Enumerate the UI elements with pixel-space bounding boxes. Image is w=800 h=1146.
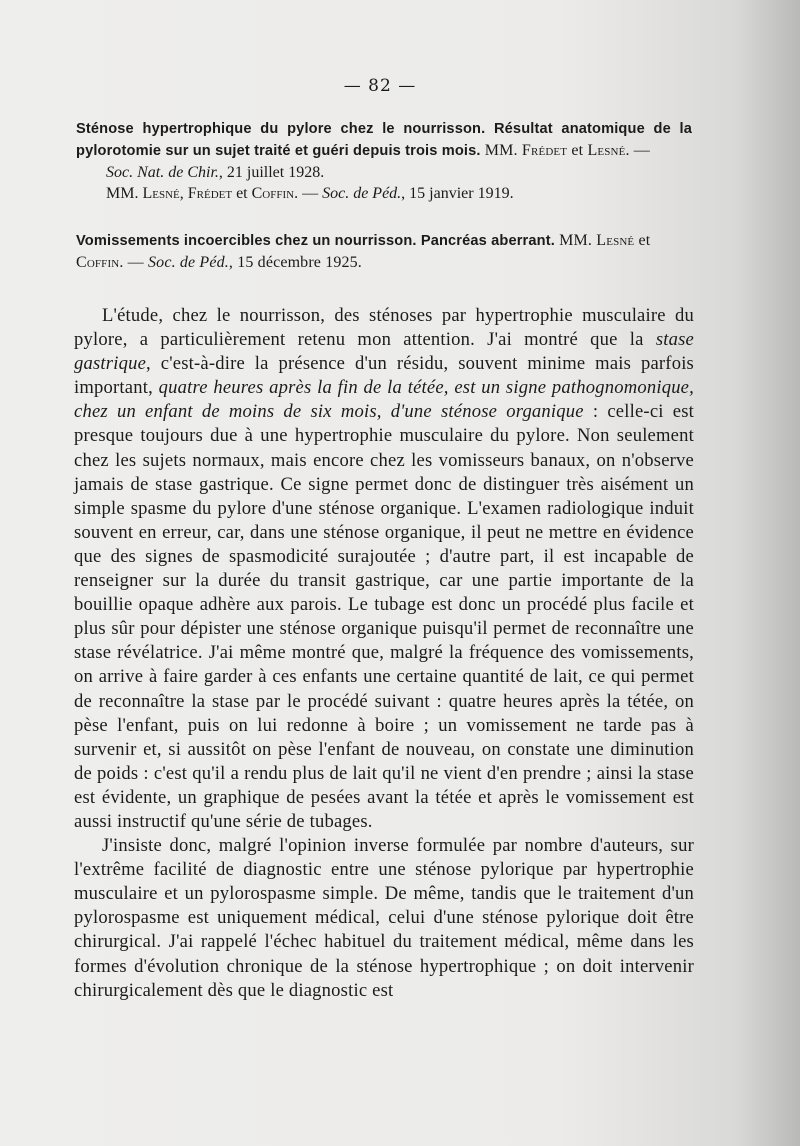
reference-1-author-1: Frédet: [521, 142, 568, 159]
page-number: — 82 —: [343, 76, 417, 96]
reference-1-source-line: [76, 162, 692, 183]
reference-1-dash: . —: [625, 142, 650, 159]
reference-2-dash: . —: [119, 254, 144, 271]
reference-1-journal: Soc. Nat. de Chir.: [106, 164, 219, 181]
paragraph-1-italic-sign: quatre heures après la fin de la tétée, est un signe pathognomonique, chez un enfant de moins de six mois, d'une sténose organique: [74, 377, 694, 423]
reference-2-author-1: Lesné: [596, 232, 635, 249]
paragraph-1: [74, 304, 694, 834]
reference-1: [76, 118, 692, 204]
reference-2: [76, 230, 692, 274]
reference-1-authors-prefix: MM.: [484, 142, 518, 159]
paragraph-1-italic-stase: stase gastrique: [74, 329, 694, 375]
references-block: [76, 118, 692, 300]
paragraph-1-part-b: , c'est-à-dire la présence d'un résidu, souvent minime mais parfois important,: [74, 353, 694, 399]
reference-2-authors-prefix: MM.: [559, 232, 593, 249]
reference-1b-author-1: Lesné: [142, 185, 180, 202]
body-text: [74, 304, 694, 1003]
paragraph-1-part-a: L'étude, chez le nourrisson, des sténoses par hypertrophie musculaire du pylore, a particulièrement retenu mon attention. J'ai montré que la: [74, 305, 694, 351]
reference-1b-date: , 15 janvier 1919.: [401, 185, 514, 202]
reference-1b-author-2: Frédet: [187, 185, 233, 202]
reference-1-title-line: [76, 118, 692, 162]
reference-1-second-citation: [76, 183, 692, 204]
reference-1-author-2: Lesné: [587, 142, 626, 159]
paragraph-1-part-c: : celle-ci est presque toujours due à une hypertrophie musculaire du pylore. Non seulement chez les sujets normaux, mais encore chez les vomisseurs banaux, on n'observe jamais de stase gastrique. Ce signe permet donc de distinguer très aisément un simple spasme du pylore d'une sténose organique. L'examen radiologique induit souvent en erreur, car, dans une sténose organique, il peut ne mettre en évidence que des signes de spasmodicité surajoutée ; d'autre part, il est incapable de renseigner sur la durée du transit gastrique, car une partie importante de la bouillie opaque adhère aux parois. Le tubage est donc un procédé plus facile et plus sûr pour dépister une sténose organique puisqu'il permet de reconnaître une stase révélatrice. J'ai même montré que, malgré la fréquence des vomissements, on arrive à faire garder à ces enfants une certaine quantité de lait, ce qui permet de reconnaître la stase par le procédé suivant : quatre heures après la tétée, on pèse l'enfant, puis on lui redonne à boire ; un vomissement ne tarde pas à survenir et, si aussitôt on pèse l'enfant de nouveau, on constate une diminution de poids : c'est qu'il a rendu plus de lait qu'il ne vient d'en prendre ; ainsi la stase est évidente, un graphique de pesées avant la tétée et après le vomissement est aussi instructif qu'une série de tubages.: [74, 401, 694, 832]
reference-2-and: et: [638, 232, 651, 249]
reference-1b-prefix: MM.: [106, 185, 139, 202]
reference-1b-dash: . —: [294, 185, 319, 202]
paragraph-2: J'insiste donc, malgré l'opinion inverse formulée par nombre d'auteurs, sur l'extrême facilité de diagnostic entre une sténose pylorique par hypertrophie musculaire et un pylorospasme simple. De même, tandis que le traitement d'un pylorospasme est uniquement médical, celui d'une sténose pylorique doit être chirurgical. J'ai rappelé l'échec habituel du traitement médical, même dans les formes d'évolution chronique de la sténose hypertrophique ; on doit intervenir chirurgicalement dès que le diagnostic est: [74, 835, 694, 1001]
reference-1b-and: et: [236, 185, 248, 202]
reference-2-title-line: [76, 230, 692, 274]
reference-2-title: Vomissements incoercibles chez un nourrisson. Pancréas aberrant.: [76, 233, 555, 249]
reference-2-date: , 15 décembre 1925.: [228, 254, 362, 271]
reference-1-title: Sténose hypertrophique du pylore chez le nourrisson. Résultat anatomique de la pylorotomie sur un sujet traité et guéri depuis trois mois.: [76, 121, 692, 159]
reference-1-date: , 21 juillet 1928.: [218, 164, 325, 181]
reference-2-journal: Soc. de Péd.: [148, 254, 229, 271]
reference-1b-journal: Soc. de Péd.: [322, 185, 402, 202]
reference-2-author-2: Coffin: [76, 254, 120, 271]
reference-1b-author-3: Coffin: [251, 185, 295, 202]
reference-1b-separator: ,: [179, 185, 184, 202]
reference-1-and: et: [571, 142, 584, 159]
